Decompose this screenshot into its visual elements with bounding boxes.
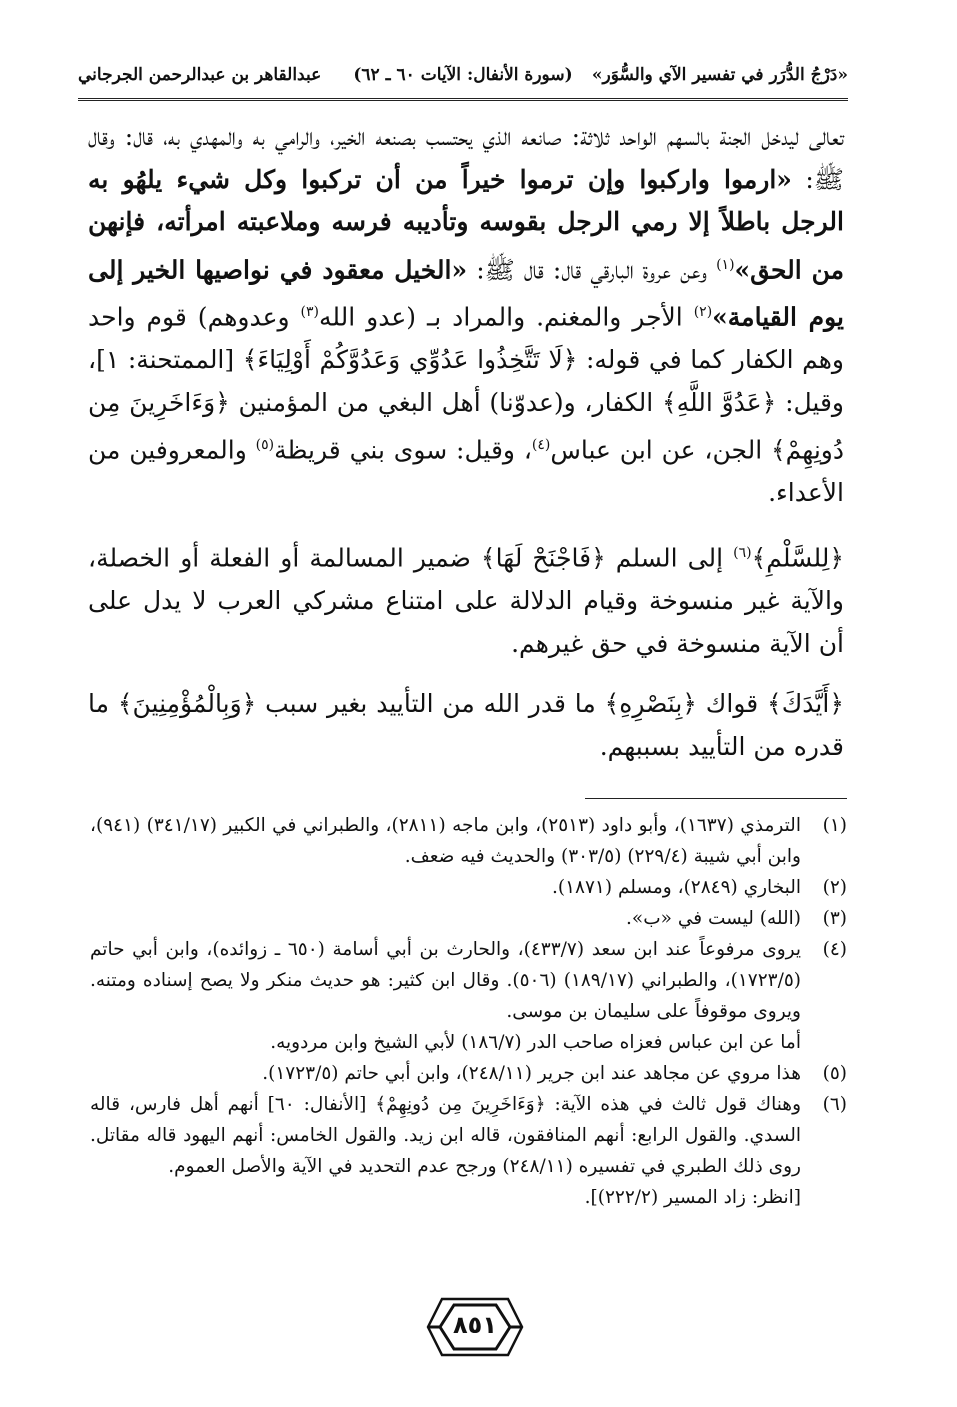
footnote-marker: (٢)	[693, 304, 713, 321]
header-author: عبدالقاهر بن عبدالرحمن الجرجاني	[78, 65, 322, 85]
footnote-marker: (٥)	[255, 437, 275, 454]
main-text	[88, 116, 844, 786]
footnote-number: (٥)	[822, 1063, 847, 1084]
page-number-ornament	[420, 1293, 530, 1361]
text-run: ﴿أَيَّدَكَ﴾ قواك ﴿بِنَصْرِهِ﴾ ما قدر الله من التأييد بغير سبب ﴿وَبِالْمُؤْمِنِينَ﴾ ما قدره من التأييد بسببهم.	[88, 689, 844, 761]
text-run: والمعروفين من الأعداء.	[88, 435, 844, 507]
paragraph	[88, 683, 844, 768]
running-header	[78, 55, 848, 95]
paragraph	[88, 532, 844, 665]
text-run: وعن عروة البارقي قال: قال ﷺ:	[467, 254, 717, 284]
footnote-number: (٢)	[822, 877, 847, 898]
page-number: ٨٥١	[453, 1311, 497, 1339]
text-run: ﴿لِلسَّلْمِ﴾	[751, 543, 844, 573]
footnote-text: البخاري (٢٨٤٩)، ومسلم (١٨٧١).	[551, 877, 801, 898]
header-divider	[78, 98, 848, 101]
footnote-text: (الله) ليست في «ب».	[626, 908, 801, 929]
footnote-marker: (١)	[716, 256, 735, 273]
header-surah-range: (سورة الأنفال: الآيات ٦٠ ـ ٦٢)	[353, 65, 573, 85]
footnote	[90, 1089, 847, 1213]
footnote-marker: (٤)	[531, 437, 551, 454]
text-run: تعالى ليدخل الجنة بالسهم الواحد ثلاثة: صانعه الذي يحتسب بصنعه الخير، والرامي به والمهدي به، قال: وقال ﷺ:	[88, 122, 844, 194]
footnote-text: [انظر: زاد المسير (٢٢٢/٢)].	[584, 1187, 801, 1208]
footnote-text: الترمذي (١٦٣٧)، وأبو داود (٢٥١٣)، وابن ماجه (٢٨١١)، والطبراني في الكبير (٣٤١/١٧) (٩٤١)، وابن أبي شيبة (٢٢٩/٤) (٣٠٣/٥) والحديث فيه ضعف.	[90, 815, 801, 867]
footnote-number: (٦)	[822, 1094, 847, 1115]
footnote-marker: (٣)	[300, 304, 319, 321]
footnote	[90, 934, 847, 1058]
footnote-text: هذا مروي عن مجاهد عند ابن جرير (٢٤٨/١١)، وابن أبي حاتم (١٧٢٣/٥).	[262, 1063, 801, 1084]
footnote-number: (٤)	[822, 939, 847, 960]
text-run: إلى السلم ﴿فَاجْنَحْ لَهَا﴾ ضمير المسالمة أو الفعلة أو الخصلة، والآية غير منسوخة وقيام الدلالة على امتناع مشركي العرب لا يدل على أن الآية منسوخة في حق غيرهم.	[88, 543, 844, 658]
footnotes	[90, 810, 847, 1213]
text-run: الأجر والمغنم. والمراد بـ (عدو الله	[318, 302, 694, 332]
text-run: ، وقيل: سوى بني قريظة	[274, 435, 532, 465]
footnote-text: يروى مرفوعاً عند ابن سعد (٤٣٣/٧)، والحارث بن أبي أسامة (٦٥٠ ـ زوائده)، وابن أبي حاتم (١٧٢٣/٥)، والطبراني (١٨٩/١٧) (٥٠٦). وقال ابن كثير: هو حديث منكر ولا يصح إسناده ومتنه. ويروى موقوفاً على سليمان بن موسى.	[90, 939, 801, 1022]
footnote-separator	[585, 798, 847, 799]
footnote-text: وهناك قول ثالث في هذه الآية: ﴿وَءَاخَرِينَ مِن دُونِهِمْ﴾ [الأنفال: ٦٠] أنهم أهل فارس، قاله السدي. والقول الرابع: أنهم المنافقون، قاله ابن زيد. والقول الخامس: أنهم اليهود قاله مقاتل. روى ذلك الطبري في تفسيره (٢٤٨/١١) ورجح عدم التحديد في الآية والأصل العموم.	[90, 1094, 801, 1177]
footnote-number: (٣)	[822, 908, 847, 929]
hadith-text: «الخيل معقود في نواصيها الخير إلى يوم القيامة»	[88, 254, 844, 332]
footnote	[90, 872, 847, 903]
footnote-number: (١)	[822, 815, 847, 836]
footnote-text: أما عن ابن عباس فعزاه صاحب الدر (١٨٦/٧) لأبي الشيخ وابن مردويه.	[270, 1032, 801, 1053]
paragraph	[88, 116, 844, 514]
footnote	[90, 810, 847, 872]
text-run: وعدوهم) قوم واحد وهم الكفار كما في قوله: ﴿لَا تَتَّخِذُوا عَدُوِّي وَعَدُوَّكُمْ أَوْلِيَاءَ﴾ [الممتحنة: ١]، وقيل: ﴿عَدُوَّ اللَّهِ﴾ الكفار، و(عدوّنا) أهل البغي من المؤمنين ﴿وَءَاخَرِينَ مِن دُونِهِمْ﴾ الجن، عن ابن عباس	[88, 302, 844, 465]
footnote-marker: (٦)	[733, 545, 752, 562]
footnote	[90, 903, 847, 934]
header-book-title: «دَرْجُ الدُّرَر في تفسير الآي والسُّوَر»	[591, 65, 848, 85]
hadith-text: «ارموا واركبوا وإن ترموا خيراً من أن تركبوا وكل شيء يلهُو به الرجل باطلاً إلا رمي الرجل بقوسه وتأديبه فرسه وملاعبته امرأته، فإنهن من الحق»	[88, 164, 844, 284]
footnote	[90, 1058, 847, 1089]
